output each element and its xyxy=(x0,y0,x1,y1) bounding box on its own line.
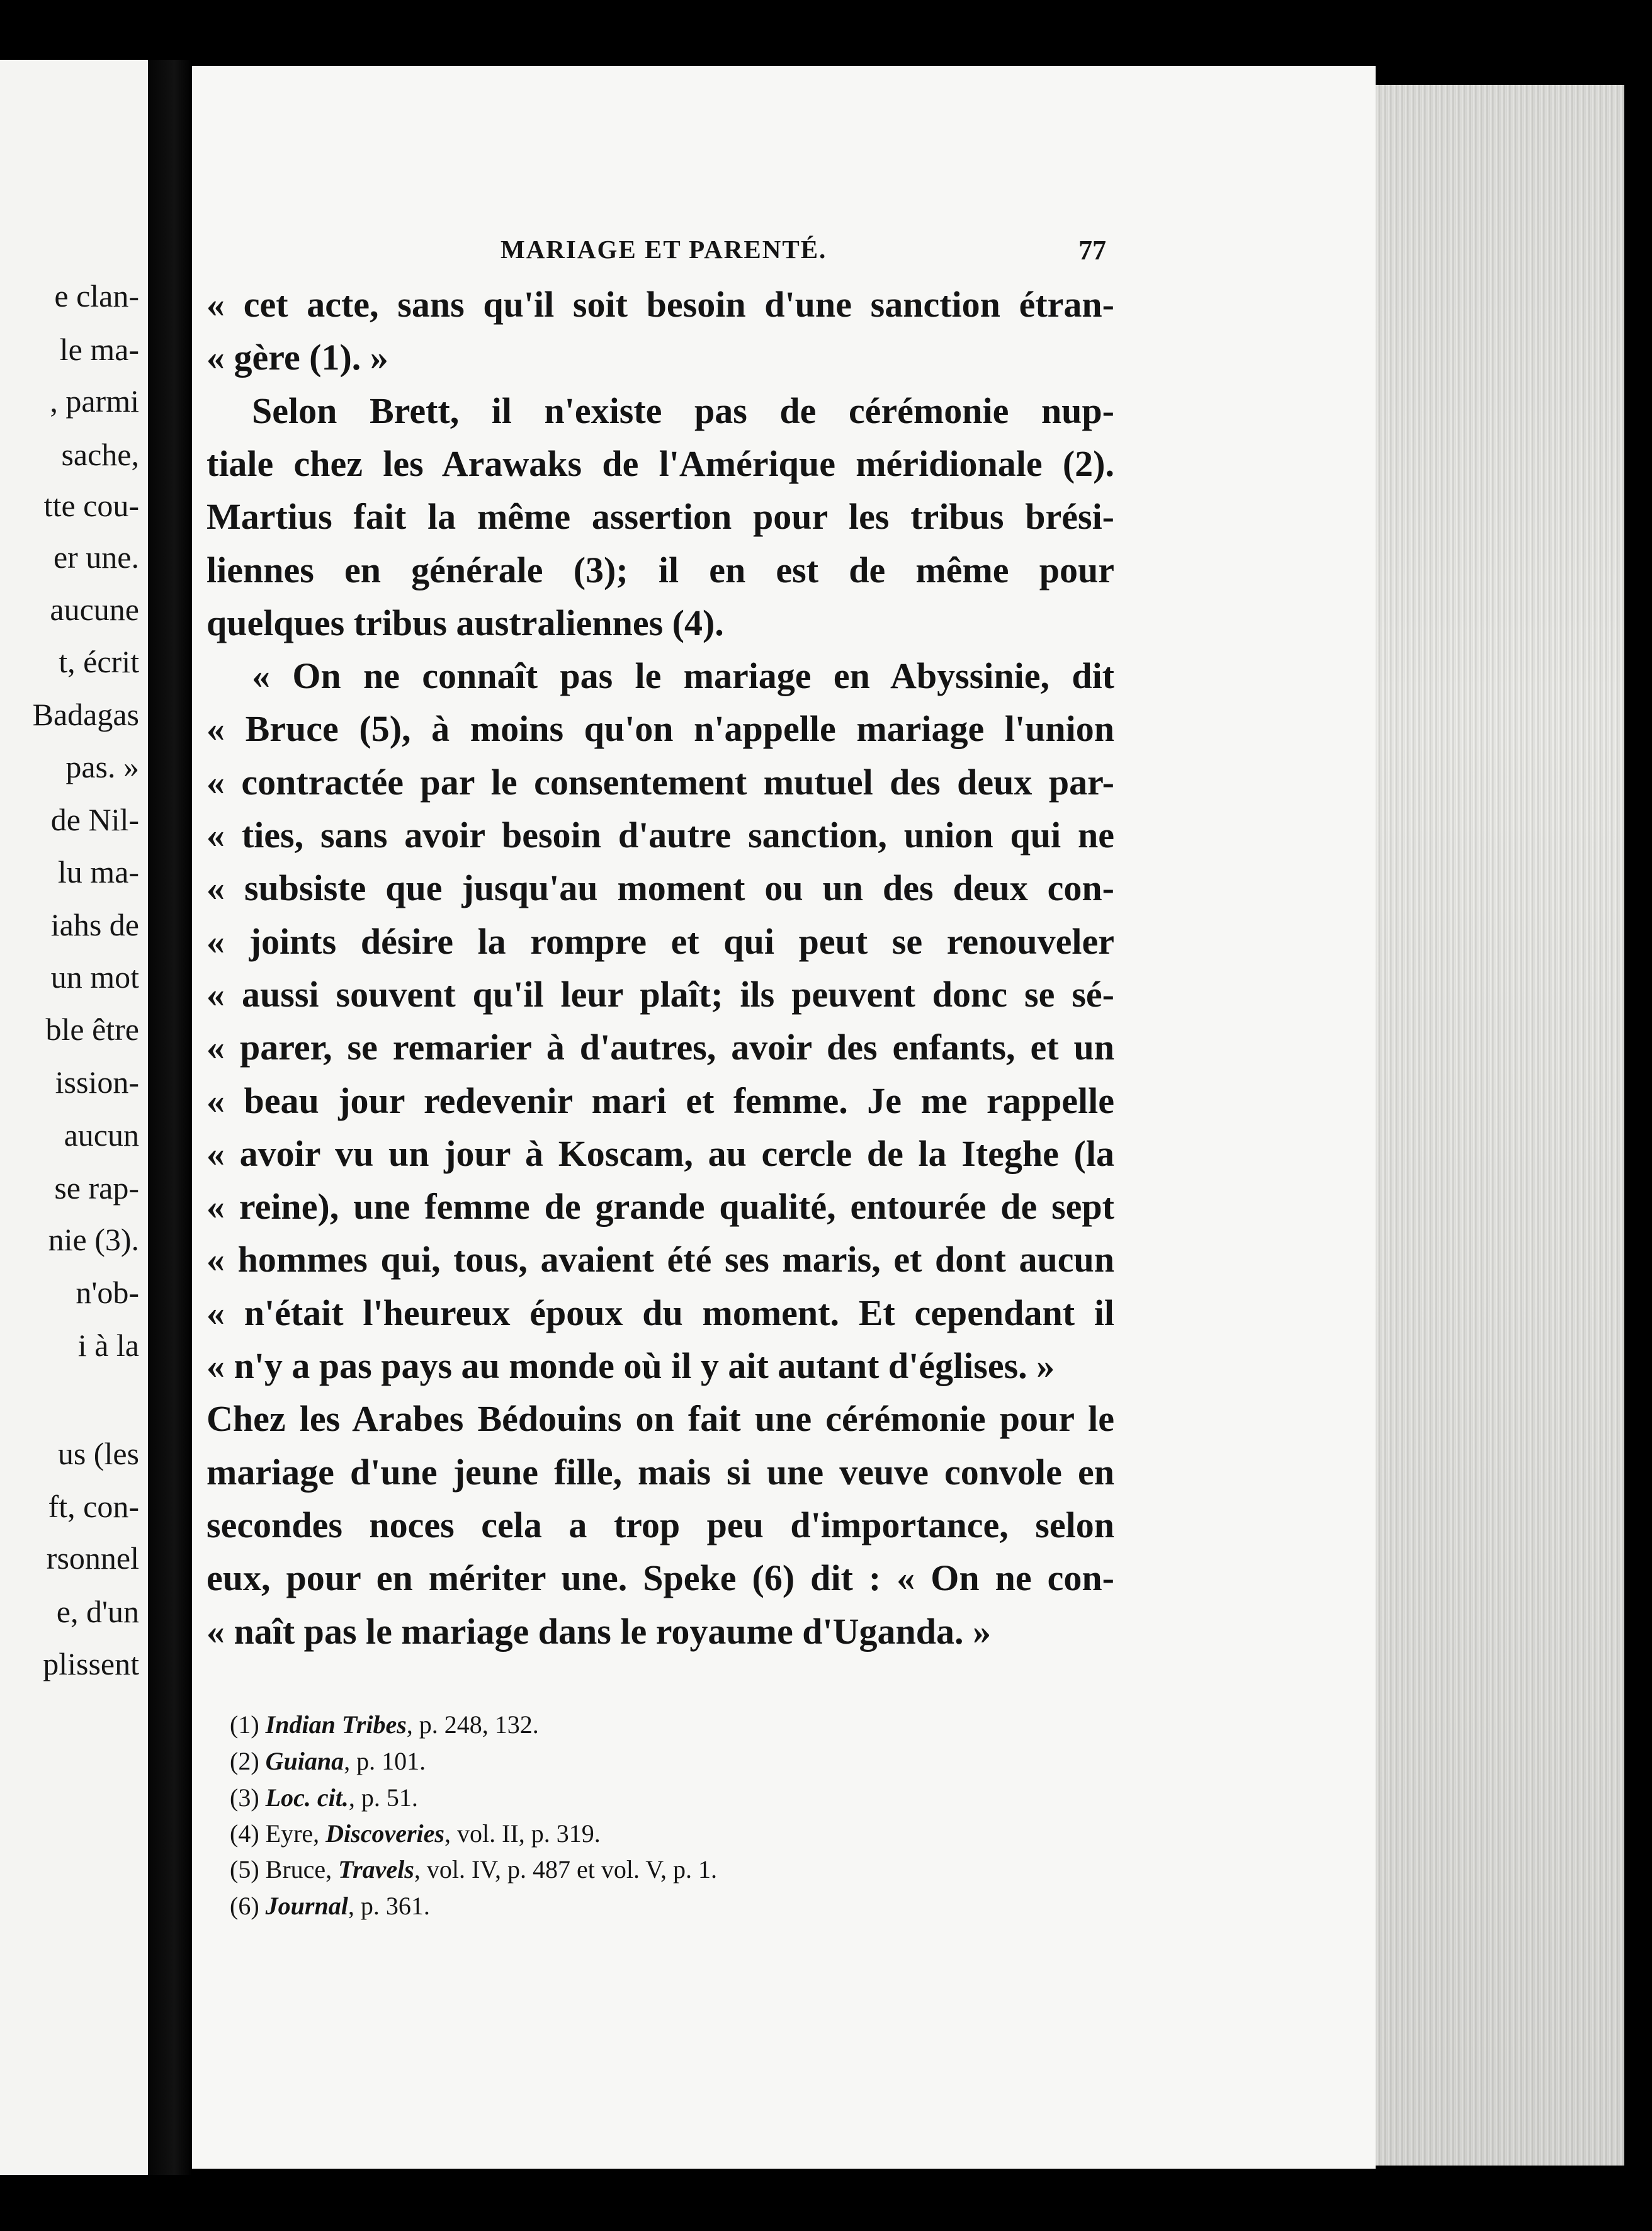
text-line: « parer, se remarier à d'autres, avoir des enfants, et un xyxy=(206,1027,1114,1068)
text-line: Chez les Arabes Bédouins on fait une cérémonie pour le xyxy=(206,1398,1114,1439)
left-page-line: i à la xyxy=(77,1328,139,1363)
left-page-line: us (les xyxy=(57,1436,139,1471)
footnote xyxy=(230,1857,717,1882)
footnote-mark: (5) xyxy=(230,1855,266,1884)
left-page-line: , parmi xyxy=(50,383,139,419)
footnote xyxy=(230,1821,601,1846)
footnote-mark: (2) xyxy=(230,1747,266,1775)
left-page-line: ble être xyxy=(45,1012,139,1047)
text-line: « aussi souvent qu'il leur plaît; ils peuvent donc se sé- xyxy=(206,974,1114,1015)
footnote-author: Bruce, xyxy=(265,1855,339,1884)
footnote-title: Indian Tribes xyxy=(265,1710,407,1739)
text-line: « joints désire la rompre et qui peut se renouveler xyxy=(206,921,1114,962)
footnote-ref: , p. 101. xyxy=(344,1747,426,1775)
footnote-author: Eyre, xyxy=(265,1819,326,1848)
footnote-ref: , p. 361. xyxy=(348,1892,430,1920)
left-page-line: iahs de xyxy=(50,907,139,942)
left-page-line: ft, con- xyxy=(48,1489,139,1524)
left-page-line: lu ma- xyxy=(57,854,139,890)
left-page-fragment xyxy=(0,60,148,2175)
left-page-line: nie (3). xyxy=(48,1222,139,1257)
text-line: « Bruce (5), à moins qu'on n'appelle mariage l'union xyxy=(206,708,1114,749)
left-page-line: plissent xyxy=(43,1646,139,1681)
left-page-line: aucun xyxy=(64,1117,139,1153)
left-page-line: er une. xyxy=(53,539,139,575)
text-line: Selon Brett, il n'existe pas de cérémonie nup- xyxy=(252,390,1114,431)
text-line: eux, pour en mériter une. Speke (6) dit : « On ne con- xyxy=(206,1557,1114,1598)
left-page-line: t, écrit xyxy=(59,644,139,679)
footnote-title: Loc. cit. xyxy=(265,1783,349,1812)
footnote-title: Journal xyxy=(265,1892,348,1920)
footnote-mark: (3) xyxy=(230,1783,266,1812)
footnote-title: Discoveries xyxy=(325,1819,444,1848)
text-line: quelques tribus australiennes (4). xyxy=(206,602,724,643)
footnote-ref: , vol. IV, p. 487 et vol. V, p. 1. xyxy=(414,1855,718,1884)
left-page-line: le ma- xyxy=(59,332,139,367)
footnote xyxy=(230,1785,418,1810)
running-title: MARIAGE ET PARENTÉ. xyxy=(501,235,827,264)
left-page-line: tte cou- xyxy=(43,488,139,523)
left-page-line: rsonnel xyxy=(46,1540,139,1576)
text-line: « On ne connaît pas le mariage en Abyssinie, dit xyxy=(252,655,1114,696)
footnote xyxy=(230,1712,539,1737)
left-page-line: n'ob- xyxy=(76,1275,139,1310)
text-line: secondes noces cela a trop peu d'importance, selon xyxy=(206,1505,1114,1545)
page-number: 77 xyxy=(1078,235,1106,266)
footnote-title: Guiana xyxy=(265,1747,344,1775)
text-line: liennes en générale (3); il en est de même pour xyxy=(206,550,1114,590)
left-page-line: de Nil- xyxy=(50,802,139,837)
text-line: « naît pas le mariage dans le royaume d'Uganda. » xyxy=(206,1611,992,1652)
left-page-line: e, d'un xyxy=(56,1594,139,1629)
text-line: « contractée par le consentement mutuel des deux par- xyxy=(206,762,1114,803)
text-line: « subsiste que jusqu'au moment ou un des deux con- xyxy=(206,867,1114,908)
footnote xyxy=(230,1894,430,1919)
footnote xyxy=(230,1749,426,1774)
footnote-title: Travels xyxy=(338,1855,414,1884)
left-page-line: Badagas xyxy=(32,697,139,732)
left-page-line: ission- xyxy=(55,1065,139,1100)
left-page-line: e clan- xyxy=(54,278,139,313)
left-page-line: pas. » xyxy=(65,749,139,784)
text-line: mariage d'une jeune fille, mais si une veuve convole en xyxy=(206,1452,1114,1493)
text-line: tiale chez les Arawaks de l'Amérique méridionale (2). xyxy=(206,443,1114,484)
footnote-ref: , p. 248, 132. xyxy=(406,1710,539,1739)
left-page-line: sache, xyxy=(61,437,139,472)
footnote-ref: , p. 51. xyxy=(348,1783,418,1812)
text-line: « beau jour redevenir mari et femme. Je me rappelle xyxy=(206,1080,1114,1121)
text-line: « hommes qui, tous, avaient été ses maris, et dont aucun xyxy=(206,1239,1114,1280)
text-line: « avoir vu un jour à Koscam, au cercle de la Iteghe (la xyxy=(206,1133,1114,1174)
left-page-line: un mot xyxy=(50,959,139,995)
book-gutter xyxy=(148,60,192,2175)
text-line: « n'était l'heureux époux du moment. Et cependant il xyxy=(206,1292,1114,1333)
footnote-ref: , vol. II, p. 319. xyxy=(444,1819,601,1848)
text-line: « reine), une femme de grande qualité, entourée de sept xyxy=(206,1186,1114,1227)
text-line: « ties, sans avoir besoin d'autre sanction, union qui ne xyxy=(206,815,1114,856)
left-page-line: aucune xyxy=(50,592,139,627)
text-line: « cet acte, sans qu'il soit besoin d'une sanction étran- xyxy=(206,284,1114,325)
page-edge-shade xyxy=(1376,85,1624,2166)
left-page-line: se rap- xyxy=(54,1170,139,1206)
text-line: « gère (1). » xyxy=(206,337,388,378)
footnote-mark: (6) xyxy=(230,1892,266,1920)
text-line: « n'y a pas pays au monde où il y ait autant d'églises. » xyxy=(206,1345,1055,1386)
text-line: Martius fait la même assertion pour les tribus brési- xyxy=(206,496,1114,537)
footnote-mark: (1) xyxy=(230,1710,266,1739)
footnote-mark: (4) xyxy=(230,1819,266,1848)
